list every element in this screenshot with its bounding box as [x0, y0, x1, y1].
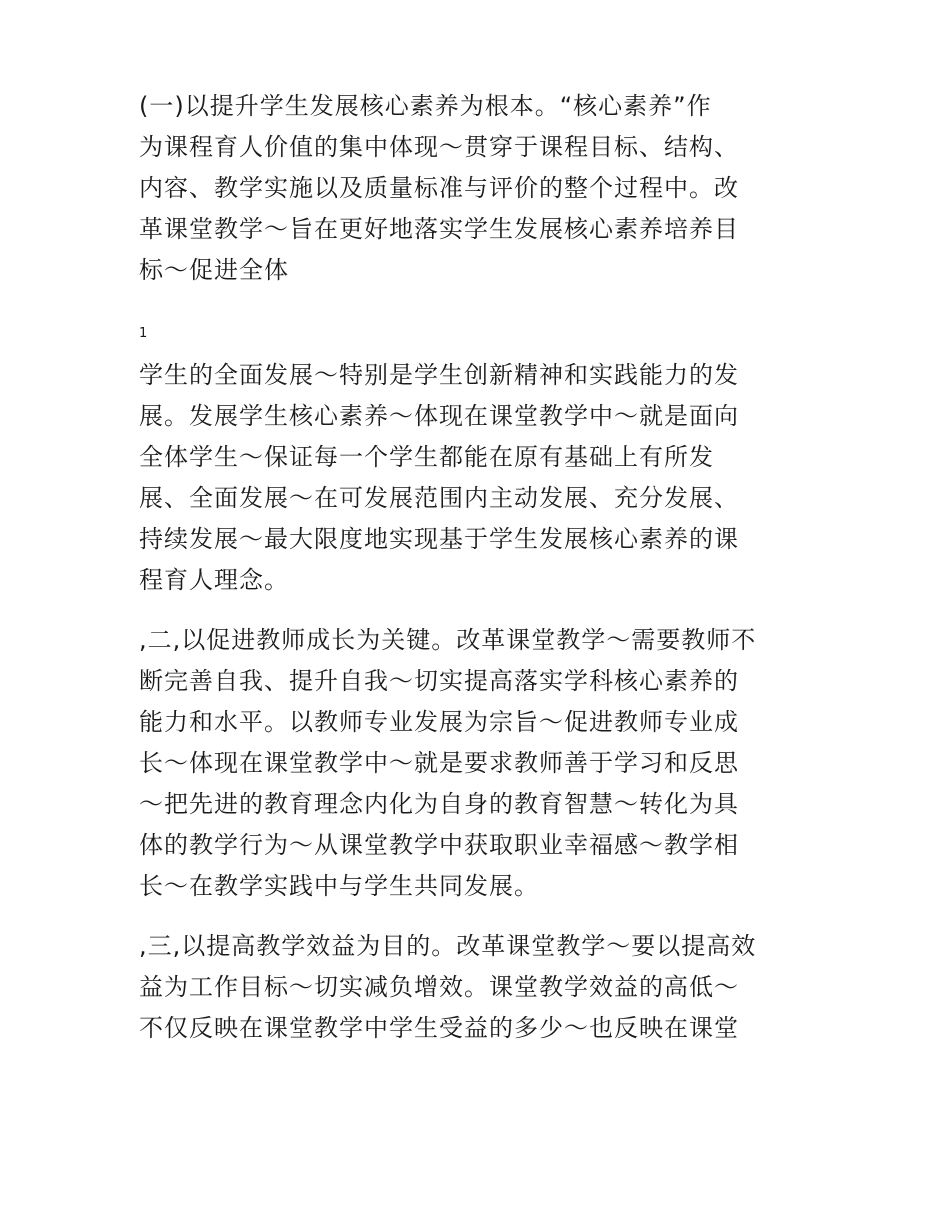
- paragraph-line: 不仅反映在课堂教学中学生受益的多少～也反映在课堂: [139, 1014, 739, 1042]
- paragraph-line: 革课堂教学～旨在更好地落实学生发展核心素养培养目: [139, 215, 739, 243]
- paragraph-line: 内容、教学实施以及质量标准与评价的整个过程中。改: [139, 174, 739, 202]
- paragraph-line: ,二,以促进教师成长为关键。改革课堂教学～需要教师不: [139, 626, 757, 654]
- paragraph-line: 全体学生～保证每一个学生都能在原有基础上有所发: [139, 443, 714, 471]
- paragraph-line: ～把先进的教育理念内化为自身的教育智慧～转化为具: [139, 790, 739, 818]
- paragraph-line: 能力和水平。以教师专业发展为宗旨～促进教师专业成: [139, 708, 739, 736]
- paragraph-line: 为课程育人价值的集中体现～贯穿于课程目标、结构、: [139, 133, 739, 161]
- paragraph-line: 长～体现在课堂教学中～就是要求教师善于学习和反思: [139, 749, 739, 777]
- paragraph-line: 益为工作目标～切实减负增效。课堂教学效益的高低～: [139, 973, 739, 1001]
- paragraph-line: 断完善自我、提升自我～切实提高落实学科核心素养的: [139, 667, 739, 695]
- paragraph-line: ,三,以提高教学效益为目的。改革课堂教学～要以提高效: [139, 932, 757, 960]
- paragraph-line: 体的教学行为～从课堂教学中获取职业幸福感～教学相: [139, 831, 739, 859]
- paragraph-line: 持续发展～最大限度地实现基于学生发展核心素养的课: [139, 525, 739, 553]
- paragraph-line: 展、全面发展～在可发展范围内主动发展、充分发展、: [139, 484, 739, 512]
- paragraph-line: 程育人理念。: [139, 566, 289, 594]
- paragraph-line: 标～促进全体: [139, 256, 289, 284]
- paragraph-line: 展。发展学生核心素养～体现在课堂教学中～就是面向: [139, 402, 739, 430]
- page-number: 1: [139, 326, 148, 341]
- paragraph-line: (一)以提升学生发展核心素养为根本。“核心素养”作: [139, 92, 712, 120]
- paragraph-line: 学生的全面发展～特别是学生创新精神和实践能力的发: [139, 361, 739, 389]
- paragraph-line: 长～在教学实践中与学生共同发展。: [139, 872, 539, 900]
